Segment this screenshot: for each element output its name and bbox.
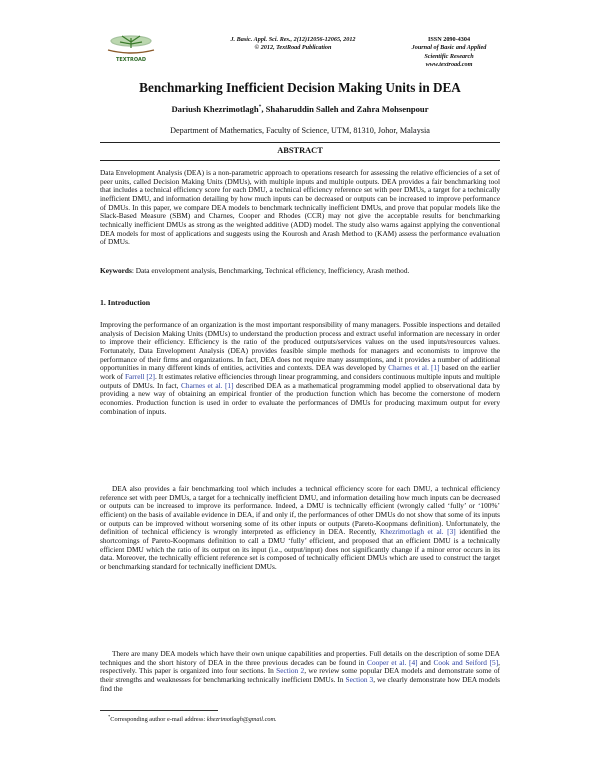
author-list bbox=[60, 104, 540, 114]
svg-text:TEXTROAD: TEXTROAD bbox=[115, 57, 147, 63]
keywords-list: : Data envelopment analysis, Benchmarking, Technical efficiency, Inefficiency, Arash method. bbox=[131, 266, 410, 275]
text-run: based on the earlier work of bbox=[100, 363, 500, 381]
citation-link[interactable]: Charnes et al. [1] bbox=[181, 380, 234, 390]
corresponding-mark: * bbox=[258, 104, 262, 111]
citation-link[interactable]: Charnes et al. [1] bbox=[388, 363, 440, 373]
copyright-line: © 2012, TextRoad Publication bbox=[254, 44, 332, 52]
intro-paragraph-2 bbox=[100, 485, 500, 572]
citation-link[interactable]: Farrell [2] bbox=[124, 371, 155, 381]
text-run: identified the shortcomings of Pareto-Koopmans definition to call a DMU ‘fully’ efficient, and proposed that an efficient DMU is a technically efficient DMU which the ratio of its output on its input (i.e., output/input) does not significantly change if a minor error occurs in its data. Moreover, the technically efficient reference set is composed of technically efficient DMUs which are used to construct the target or benchmarking standard for technically inefficient DMUs. bbox=[100, 527, 500, 571]
text-run: , we clearly demonstrate how DEA models find the bbox=[100, 674, 500, 693]
intro-paragraph-1 bbox=[100, 321, 500, 416]
author-rest: , Shaharuddin Salleh and Zahra Mohsenpour bbox=[261, 104, 429, 114]
text-run: , respectively. This paper is organized into four sections. In bbox=[100, 657, 500, 676]
text-run: , we review some popular DEA models and demonstrate some of their strengths and weaknesses for benchmarking technically inefficient DMUs. In bbox=[100, 666, 500, 684]
abstract-text: Data Envelopment Analysis (DEA) is a non-parametric approach to operations research for assessing the relative efficiencies of a set of peer units, called Decision Making Units (DMUs), with multiple inputs and multiple outputs. DEA provides a fair benchmarking tool that includes a technical efficiency score for each DMU, a technical efficiency reference set with peer DMUs, a target for a technically inefficient DMU, and information detailing by how much inputs can be decreased or outputs can be increased to improve performance of DMUs. In this paper, we compare DEA models to benchmark technically inefficient DMUs, and prove that popular models like the Slack-Based Measure (SBM) and Charnes, Cooper and Rhodes (CCR) may not give the acceptable results for benchmarking technically inefficient DMUs as strong as the weighted additive (ADD) model. The study also warns against applying the conventional DEA models for most of applications and suggests using the Kourosh and Arash Method to (KAM) assess the performance evaluation of DMUs. bbox=[100, 168, 500, 247]
footnote bbox=[108, 714, 277, 723]
paper-title: Benchmarking Inefficient Decision Making Units in DEA bbox=[139, 80, 461, 95]
footnote-rule bbox=[100, 710, 218, 711]
journal-website: www.textroad.com bbox=[425, 61, 473, 69]
issn: ISSN 2090-4304 bbox=[427, 36, 471, 43]
journal-info bbox=[390, 36, 508, 70]
text-run: DEA also provides a fair benchmarking tool which includes a technical efficiency score for each DMU, a technical efficiency reference set with peer DMUs, a target for a technically inefficient DMU, and information detailing how much inputs can be decreased or outputs can be increased to improve its performance. Indeed, a DMU is technically efficient (wrongly called ‘fully’ or ‘100%’ efficient) on the basis of available evidence in DEA, if and only if, the performances of other DMUs do not show that some of its inputs or outputs can be improved without worsening some of its other inputs or outputs (Pareto-Koopmans definition). Unfortunately, the definition of technical efficiency is wrongly interpreted as efficiency in DEA. Recently, bbox=[100, 484, 500, 537]
abstract-rule-top bbox=[100, 142, 500, 143]
section-heading-introduction: 1. Introduction bbox=[100, 298, 151, 307]
footnote-label: Corresponding author e-mail address: bbox=[110, 716, 207, 724]
keywords bbox=[100, 267, 500, 276]
text-run: described DEA as a mathematical programming model applied to observational data by providing a new way of obtaining an empirical frontier of the production function which has become the cornerstone of modern economies. Production function is used in order to evaluate the performances of DMUs for producing maximum output for every combination of inputs. bbox=[100, 380, 500, 416]
author-first: Dariush Khezrimotlagh bbox=[171, 104, 259, 114]
abstract-heading: ABSTRACT bbox=[277, 146, 323, 155]
section-link[interactable]: Section 2 bbox=[276, 666, 305, 676]
textroad-logo bbox=[100, 30, 162, 64]
footnote-email: khezrimotlagh@gmail.com. bbox=[206, 716, 277, 724]
citation-link[interactable]: Cooper et al. [4] bbox=[367, 657, 418, 667]
citation-link[interactable]: Khezrimotlagh et al. [3] bbox=[379, 527, 456, 537]
citation-link[interactable]: Cook and Seiford [5] bbox=[433, 657, 499, 667]
journal-name-line1: Journal of Basic and Applied bbox=[411, 44, 487, 52]
journal-citation bbox=[198, 36, 388, 53]
text-run: and bbox=[417, 657, 434, 667]
section-link[interactable]: Section 3 bbox=[345, 674, 374, 684]
intro-paragraph-3 bbox=[100, 650, 500, 693]
journal-line: J. Basic. Appl. Sci. Res., 2(12)12056-12065, 2012 bbox=[230, 36, 356, 43]
text-run: . It estimates relative efficiencies through linear programming, and considers continuous multiple inputs and multiple outputs of DMUs. In fact, bbox=[100, 371, 500, 390]
footnote-mark: * bbox=[108, 714, 111, 719]
affiliation: Department of Mathematics, Faculty of Science, UTM, 81310, Johor, Malaysia bbox=[170, 126, 430, 135]
journal-name-line2: Scientific Research bbox=[424, 52, 474, 60]
abstract-rule-bottom bbox=[100, 160, 500, 161]
text-run: There are many DEA models which have their own unique capabilities and properties. Full details on the description of some DEA techniques and the short history of DEA in the three previous decades can be found in bbox=[100, 649, 500, 667]
text-run: Improving the performance of an organization is the most important responsibility of many managers. Possible inspections and detailed analysis of Decision Making Units (DMUs) to understand the production process and extract useful information are necessary in order to improve their efficiency. Efficiency is the ratio of the produced outputs/services values on the used inputs/resources values. Fortunately, Data Envelopment Analysis (DEA) provides feasible simple methods for managers and economists to improve the performance of their firms and organizations. In fact, DEA does not require many assumptions, and it provides a number of additional opportunities in many different kinds of entities, activities and contexts. DEA was developed by bbox=[100, 320, 500, 373]
keywords-label: Keywords bbox=[100, 266, 132, 275]
